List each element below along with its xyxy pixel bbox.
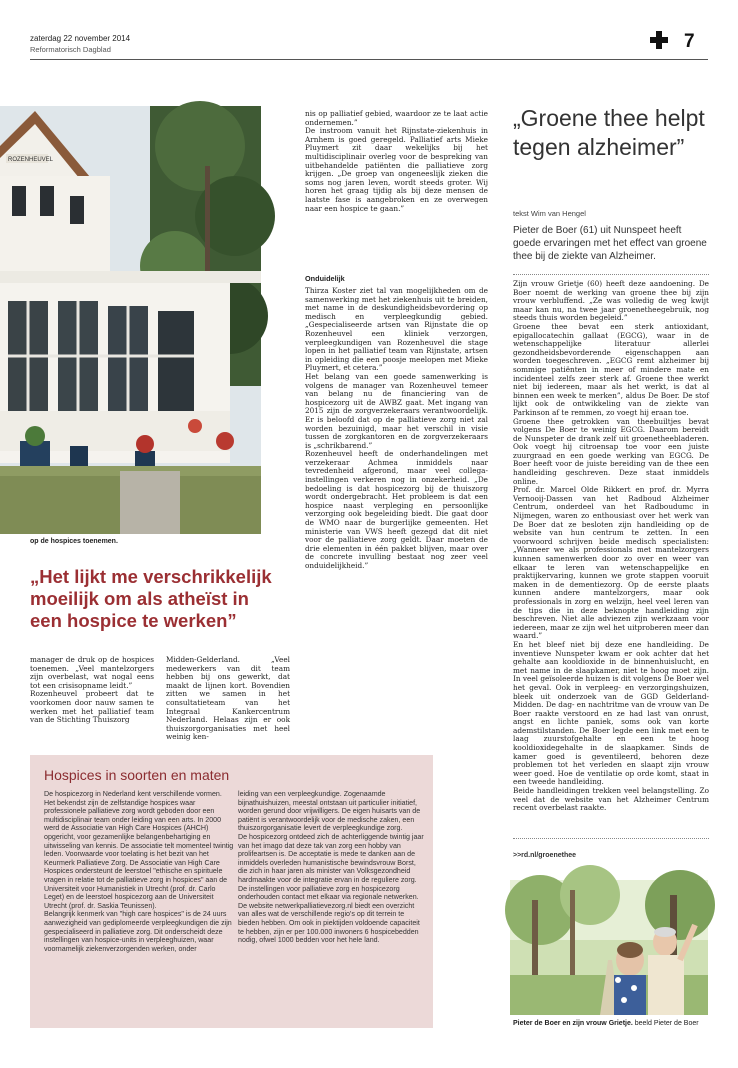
link-divider [513,838,709,839]
article-intro: Pieter de Boer (61) uit Nunspeet heeft goede ervaringen met het effect van groene thee bij de ziekte van Alzheimer. [513,225,707,262]
article-headline: „Groene thee helpt tegen alzheimer” [513,105,705,160]
article-byline: tekst Wim van Hengel [513,209,586,218]
pull-quote: „Het lijkt me verschrikkelijk moeilijk om als atheïst in een hospice te werken” [30,566,272,631]
caption-bold: Pieter de Boer en zijn vrouw Grietje. [513,1020,633,1027]
photo-caption-couple [513,1020,699,1027]
article-column-3-top: nis op palliatief gebied, waardoor ze te laat actie ondernemen.” De instroom vanuit het Rijnstate-ziekenhuis in Arnhem is goed geregeld. Palliatief arts Mieke Pluymert zit daar wekelijks bij het multidisciplinair overleg voor de bespreking van uitbehandelde patiënten die palliatieve zorg krijgen. „De groep van ongeneeslijk zieken die soms nog jaren leven, wordt steeds groter. Wij horen het graag tijdig als bij deze mensen de laatste fase is aangebroken en ze overwegen naar een hospice te gaan.” [305,109,488,213]
sidebar-column-2: leiding van een verpleegkundige. Zogenaamde bijnathuishuizen, meestal ontstaan uit particulier initiatief, worden gerund door vrijwilligers. De eigen huisarts van de patiënt is verantwoordelijk voor de medische zaken, een thuiszorgorganisatie levert de verpleegkundige zorg. De hospicezorg ontdeed zich de achterliggende twintig jaar van het imago dat deze tak van zorg een hobby van prolifeartsen is. De acceptatie is mede te danken aan de inmiddels overleden humanistische bewindsvrouw Borst, die zich in haar jaren als minister van Volksgezondheid hardmaakte voor de integratie ervan in de reguliere zorg. De instellingen voor palliatieve zorg en hospicezorg onderhouden contact met elkaar via regionale netwerken. De website netwerkpalliatievezorg.nl biedt een overzicht van alles wat de verschillende regio's op dit terrein te bieden hebben. Om ook in piektijden voldoende capaciteit te hebben, zijn er per 100.000 inwoners 6 hospicebedden nodig, ofwel 1000 bedden voor het hele land. [238,790,424,945]
sidebar-hospices [30,755,433,1028]
couple-forest-photo [510,880,708,1015]
photo-caption-hospice: op de hospices toenemen. [30,538,118,545]
photo-credit: beeld Pieter de Boer [632,1020,699,1027]
header-divider [30,59,708,60]
building-sign: ROZENHEUVEL [8,157,54,163]
sidebar-title: Hospices in soorten en maten [44,767,230,783]
header-date: zaterdag 22 november 2014 [30,34,131,43]
article-body: Zijn vrouw Grietje (60) heeft deze aandoening. De Boer noemt de werking van groene thee bij zijn vrouw verbluffend. „Ze was volledig de weg kwijt maar kan nu, na twee jaar groenetheegebruik, nog steeds thuis worden begeleid.” Groene thee bevat een sterk antioxidant, epigallocatechin gallaat (EGCG), waar in de wetenschappelijke literatuur allerlei gezondheidsbevorderende eigenschappen aan worden toegeschreven. „EGCG remt alzheimer bij sommige patiënten in meer of mindere mate en incidenteel zelfs zeer sterk af. Groene thee werkt niet bij iedereen, maar als het werkt, is dat al binnen een week te merken”, aldus De Boer. De stof lijkt ook de ontwikkeling van de ziekte van Parkinson af te remmen, zo voegt hij eraan toe. Groene thee getrokken van theebuiltjes bevat volgens De Boer te weinig EGCG. Daarom bereidt de Nunspeter de drank zelf uit groenetheebladeren. Ook voegt hij citroensap toe voor een juiste zuurgraad en een goede werking van EGCG. De Boer heeft voor de juiste bereiding van de thee een handleiding geschreven. Deze staat inmiddels online. Prof. dr. Marcel Olde Rikkert en prof. dr. Myrra Vernooij-Dassen van het Radboud Alzheimer Centrum, onderdeel van het Radboudumc in Nijmegen, waren zo enthousiast over het werk van De Boer dat ze besloten zijn handleiding op de website van hun centrum te zetten. In een voorwoord schrijven beide medisch specialisten: „Wanneer we als professionals met mantelzorgers kunnen samenwerken door zo over en weer van elkaar te leren van wetenschappelijke en praktijkervaring, kunnen we grote stappen vooruit maken in de dementiezorg. Op de eerste plaats kunnen andere mantelzorgers, maar ook professionals in zorg en welzijn, heel veel leren van de tips die in deze beknopte handleiding zijn beschreven. Niet alle adviezen zijn werkzaam voor iedereen, maar ze zijn wel het uitproberen meer dan waard.” En het bleef niet bij deze ene handleiding. De inventieve Nunspeter kwam er ook achter dat het gehalte aan kooldioxide in de binnenhuislucht, en met name in de slaapkamer, niet te hoog moet zijn. In veel geïsoleerde huizen is dit volgens De Boer wel het geval. Ook in verpleeg- en verzorgingshuizen, bleek uit onderzoek van de GGD Gelderland-Midden. De dag- en nachtritme van de vrouw van De Boer raakte verstoord en ze had last van onrust, angst en lichte paniek, soms ook van korte ademstilstanden. De Boer legde een link met een te laag zuurstofgehalte en een te hoog kooldioxidegehalte in de slaapkamer. Sinds de kamer goed is geventileerd, behoren deze problemen tot het verleden en slaapt zijn vrouw weer goed. Hoe de ventilatie op orde komt, staat in een tweede handleiding. Beide handleidingen trekken veel belangstelling. Zo veel dat de website van het Alzheimer Centrum recent overbelast raakte. [513,279,709,813]
plus-icon [650,31,668,49]
newspaper-name: Reformatorisch Dagblad [30,45,111,54]
article-column-2: Midden-Gelderland. „Veel medewerkers van dit team hebben bij ons gewerkt, dat maakt de lijnen kort. Bovendien zitten we samen in het consultatieteam van het Integraal Kankercentrum Nederland. Helaas zijn er ook thuiszorgorganisaties met heel weinig ken- [166,655,290,742]
article-column-3-bottom: Thirza Koster ziet tal van mogelijkheden om de samenwerking met het ziekenhuis uit te breiden, met name in de deskundigheidsbevordering op medisch en verpleegkundig gebied. „Gespecialiseerde artsen van Rijnstate die op Rozenheuvel een kliniek verzorgen, verpleegkundigen van Rozenheuvel die stage lopen in het palliatief team van Rijnstate, artsen in opleiding die een poosje meelopen met Mieke Pluymert, et cetera.” Het belang van een goede samenwerking is volgens de manager van Rozenheuvel temeer van belang nu de financiering van de hospicezorg uit de AWBZ gaat. Met ingang van 2015 zijn de zorgverzekeraars verantwoordelijk. Er is beloofd dat op de palliatieve zorg niet zal worden bezuinigd, maar het verschil in visie tussen de zorgkantoren en de zorgverzekeraars is „schrikbarend.” Rozenheuvel heeft de onderhandelingen met verzekeraar Achmea inmiddels naar tevredenheid afgerond, maar veel collega-instellingen verkeren nog in onzekerheid. „De bedoeling is dat hospicezorg bij de thuiszorg wordt ondergebracht. Het probleem is dat een hospice naast verpleging en persoonlijke verzorging ook begeleiding biedt. Die gaat door de WMO naar de burgerlijke gemeenten. Het ministerie van VWS heeft gezegd dat dit niet voor de palliatieve zorg geldt. Daar moeten de drie elementen in één pakket blijven, maar over de concrete invulling bestaat nog zeer veel onduidelijkheid.” [305,286,488,570]
intro-divider [513,274,709,275]
article-column-1: manager de druk op de hospices toenemen. „Veel mantelzorgers zijn overbelast, wat nogal eens tot een crisisopname leidt.” Rozenheuvel probeert dat te voorkomen door nauw samen te werken met het palliatief team van de Stichting Thuiszorg [30,655,154,725]
hospice-building-photo [0,106,261,534]
subhead-text: Onduidelijk [305,274,345,283]
page-number: 7 [684,31,695,52]
web-link[interactable]: >>rd.nl/groenethee [513,852,577,859]
sidebar-column-1: De hospicezorg in Nederland kent verschillende vormen. Het bekendst zijn de zelfstandige hospices waar professionele palliatieve zorg wordt geboden door een multidisciplinair team onder leiding van een arts. In 2000 werd de Associatie van High Care Hospices (AHCH) opgericht, voor gezamenlijke belangenbehartiging en uitwisseling van kennis. De associatie telt momenteel twintig leden. Voorwaarde voor toelating is het bezit van het Keurmerk Palliatieve Zorg. De Associatie van High Care Hospices ondersteunt de leerstoel "ethische en spirituele vragen in relatie tot de palliatieve zorg in hospices" aan de Universiteit voor Humanistiek in Utrecht (prof. dr. Carlo Leget) en de leerstoel hospicezorg aan de Universiteit Utrecht (prof. dr. Saskia Teunissen). Belangrijk kenmerk van "high care hospices" is de 24 uurs aanwezigheid van gediplomeerde verpleegkundigen die zijn gespecialiseerd in palliatieve zorg. Dit onderscheidt deze instellingen van hospice-units in verpleeghuizen, waar voornamelijk ziekenverzorgenden werken, onder [44,790,234,953]
